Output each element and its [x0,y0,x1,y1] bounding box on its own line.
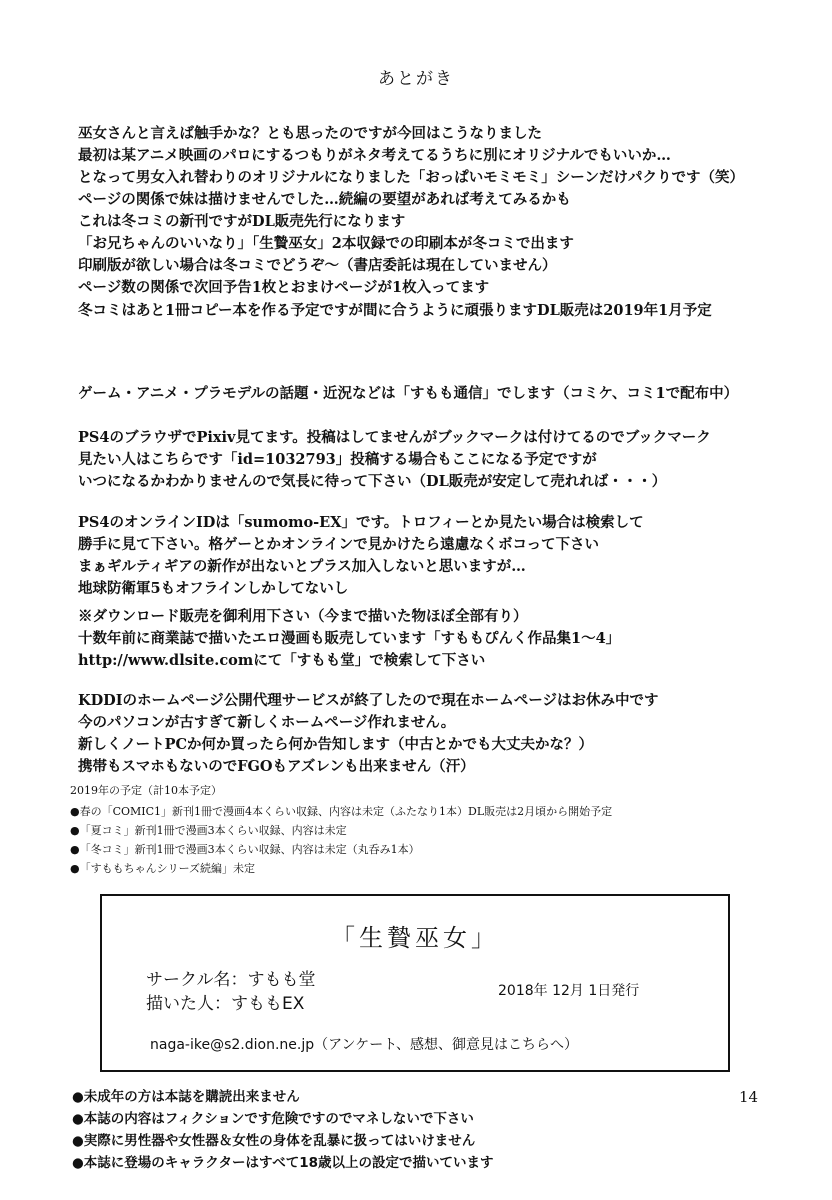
text-line: 携帯もスマホもないのでFGOもアズレンも出来ません（汗） [78,758,475,775]
text-line: ※ダウンロード販売を御利用下さい（今まで描いた物ほぼ全部有り） [78,608,528,625]
text-line: これは冬コミの新刊ですがDL販売先行になります [78,213,406,230]
text-line: 見たい人はこちらです「id=1032793」投稿する場合もここになる予定ですが [78,451,597,468]
text-line: 巫女さんと言えば触手かな？とも思ったのですが今回はこうなりました [78,125,542,142]
text-line: 新しくノートPCか何か買ったら何か告知します（中古とかでも大丈夫かな？） [78,736,594,753]
text-line: 最初は某アニメ映画のパロにするつもりがネタ考えてるうちに別にオリジナルでもいいか… [78,147,671,164]
page-number: 14 [739,1088,759,1106]
text-line: となって男女入れ替わりのオリジナルになりました「おっぱいモミモミ」シーンだけパクりです（笑） [78,169,744,186]
schedule-item: ●「冬コミ」新刊1冊で漫画3本くらい収録、内容は未定（丸呑み1本） [70,843,420,856]
schedule-item: ●春の「COMIC1」新刊1冊で漫画4本くらい収録、内容は未定（ふたなり1本）DL販売は2月頃から開始予定 [70,805,613,818]
text-line: ページの関係で妹は描けませんでした…続編の要望があれば考えてみるかも [78,191,571,208]
text-line: 「お兄ちゃんのいいなり」「生贄巫女」2本収録での印刷本が冬コミで出ます [78,235,574,252]
schedule-item: ●「すももちゃんシリーズ続編」未定 [70,862,256,875]
text-line: 十数年前に商業誌で描いたエロ漫画も販売しています「すももぴんく作品集1～4」 [78,630,621,647]
publish-date: 2018年 12月 1日発行 [498,983,640,999]
text-line: PS4のブラウザでPixiv見てます。投稿はしてませんがブックマークは付けてるのでブックマーク [78,429,711,446]
page-heading: あとがき [378,69,454,89]
notice-item: ●実際に男性器や女性器＆女性の身体を乱暴に扱ってはいけません [72,1133,476,1149]
schedule-item: ●「夏コミ」新刊1冊で漫画3本くらい収録、内容は未定 [70,824,347,837]
text-line: 印刷版が欲しい場合は冬コミでどうぞ～（書店委託は現在していません） [78,257,557,274]
circle-name: サークル名：すもも堂 [146,970,316,990]
schedule-title: 2019年の予定（計10本予定） [70,784,222,797]
text-line: PS4のオンラインIDは「sumomo-EX」です。トロフィーとか見たい場合は検索して [78,514,644,531]
circle-info [146,968,316,1016]
notice-item: ●本誌に登場のキャラクターはすべて18歳以上の設定で描いています [72,1155,494,1171]
colophon-box [100,894,730,1072]
text-line: 地球防衛軍5もオフラインしかしてないし [78,580,349,597]
text-line: ページ数の関係で次回予告1枚とおまけページが1枚入ってます [78,279,490,296]
text-line: 勝手に見て下さい。格ゲーとかオンラインで見かけたら遠慮なくボコって下さい [78,536,599,553]
text-line: まぁギルティギアの新作が出ないとプラス加入しないと思いますが… [78,558,526,575]
contact-email: naga-ike@s2.dion.ne.jp（アンケート、感想、御意見はこちらへ） [150,1037,579,1053]
notice-item: ●未成年の方は本誌を購読出来ません [72,1089,300,1105]
notice-item: ●本誌の内容はフィクションです危険ですのでマネしないで下さい [72,1111,474,1127]
text-line: ゲーム・アニメ・プラモデルの話題・近況などは「すもも通信」でします（コミケ、コミ1で配布中） [78,385,739,402]
author-name: 描いた人：すももEX [146,994,305,1014]
book-title: 「生贄巫女」 [331,924,499,952]
text-line: http://www.dlsite.comにて「すもも堂」で検索して下さい [78,652,486,669]
text-line: KDDIのホームページ公開代理サービスが終了したので現在ホームページはお休み中です [78,692,659,709]
text-line: いつになるかわかりませんので気長に待って下さい（DL販売が安定して売れれば・・・） [78,473,667,490]
text-line: 冬コミはあと1冊コピー本を作る予定ですが間に合うように頑張りますDL販売は2019年1月予定 [78,302,712,319]
text-line: 今のパソコンが古すぎて新しくホームページ作れません。 [78,714,456,731]
